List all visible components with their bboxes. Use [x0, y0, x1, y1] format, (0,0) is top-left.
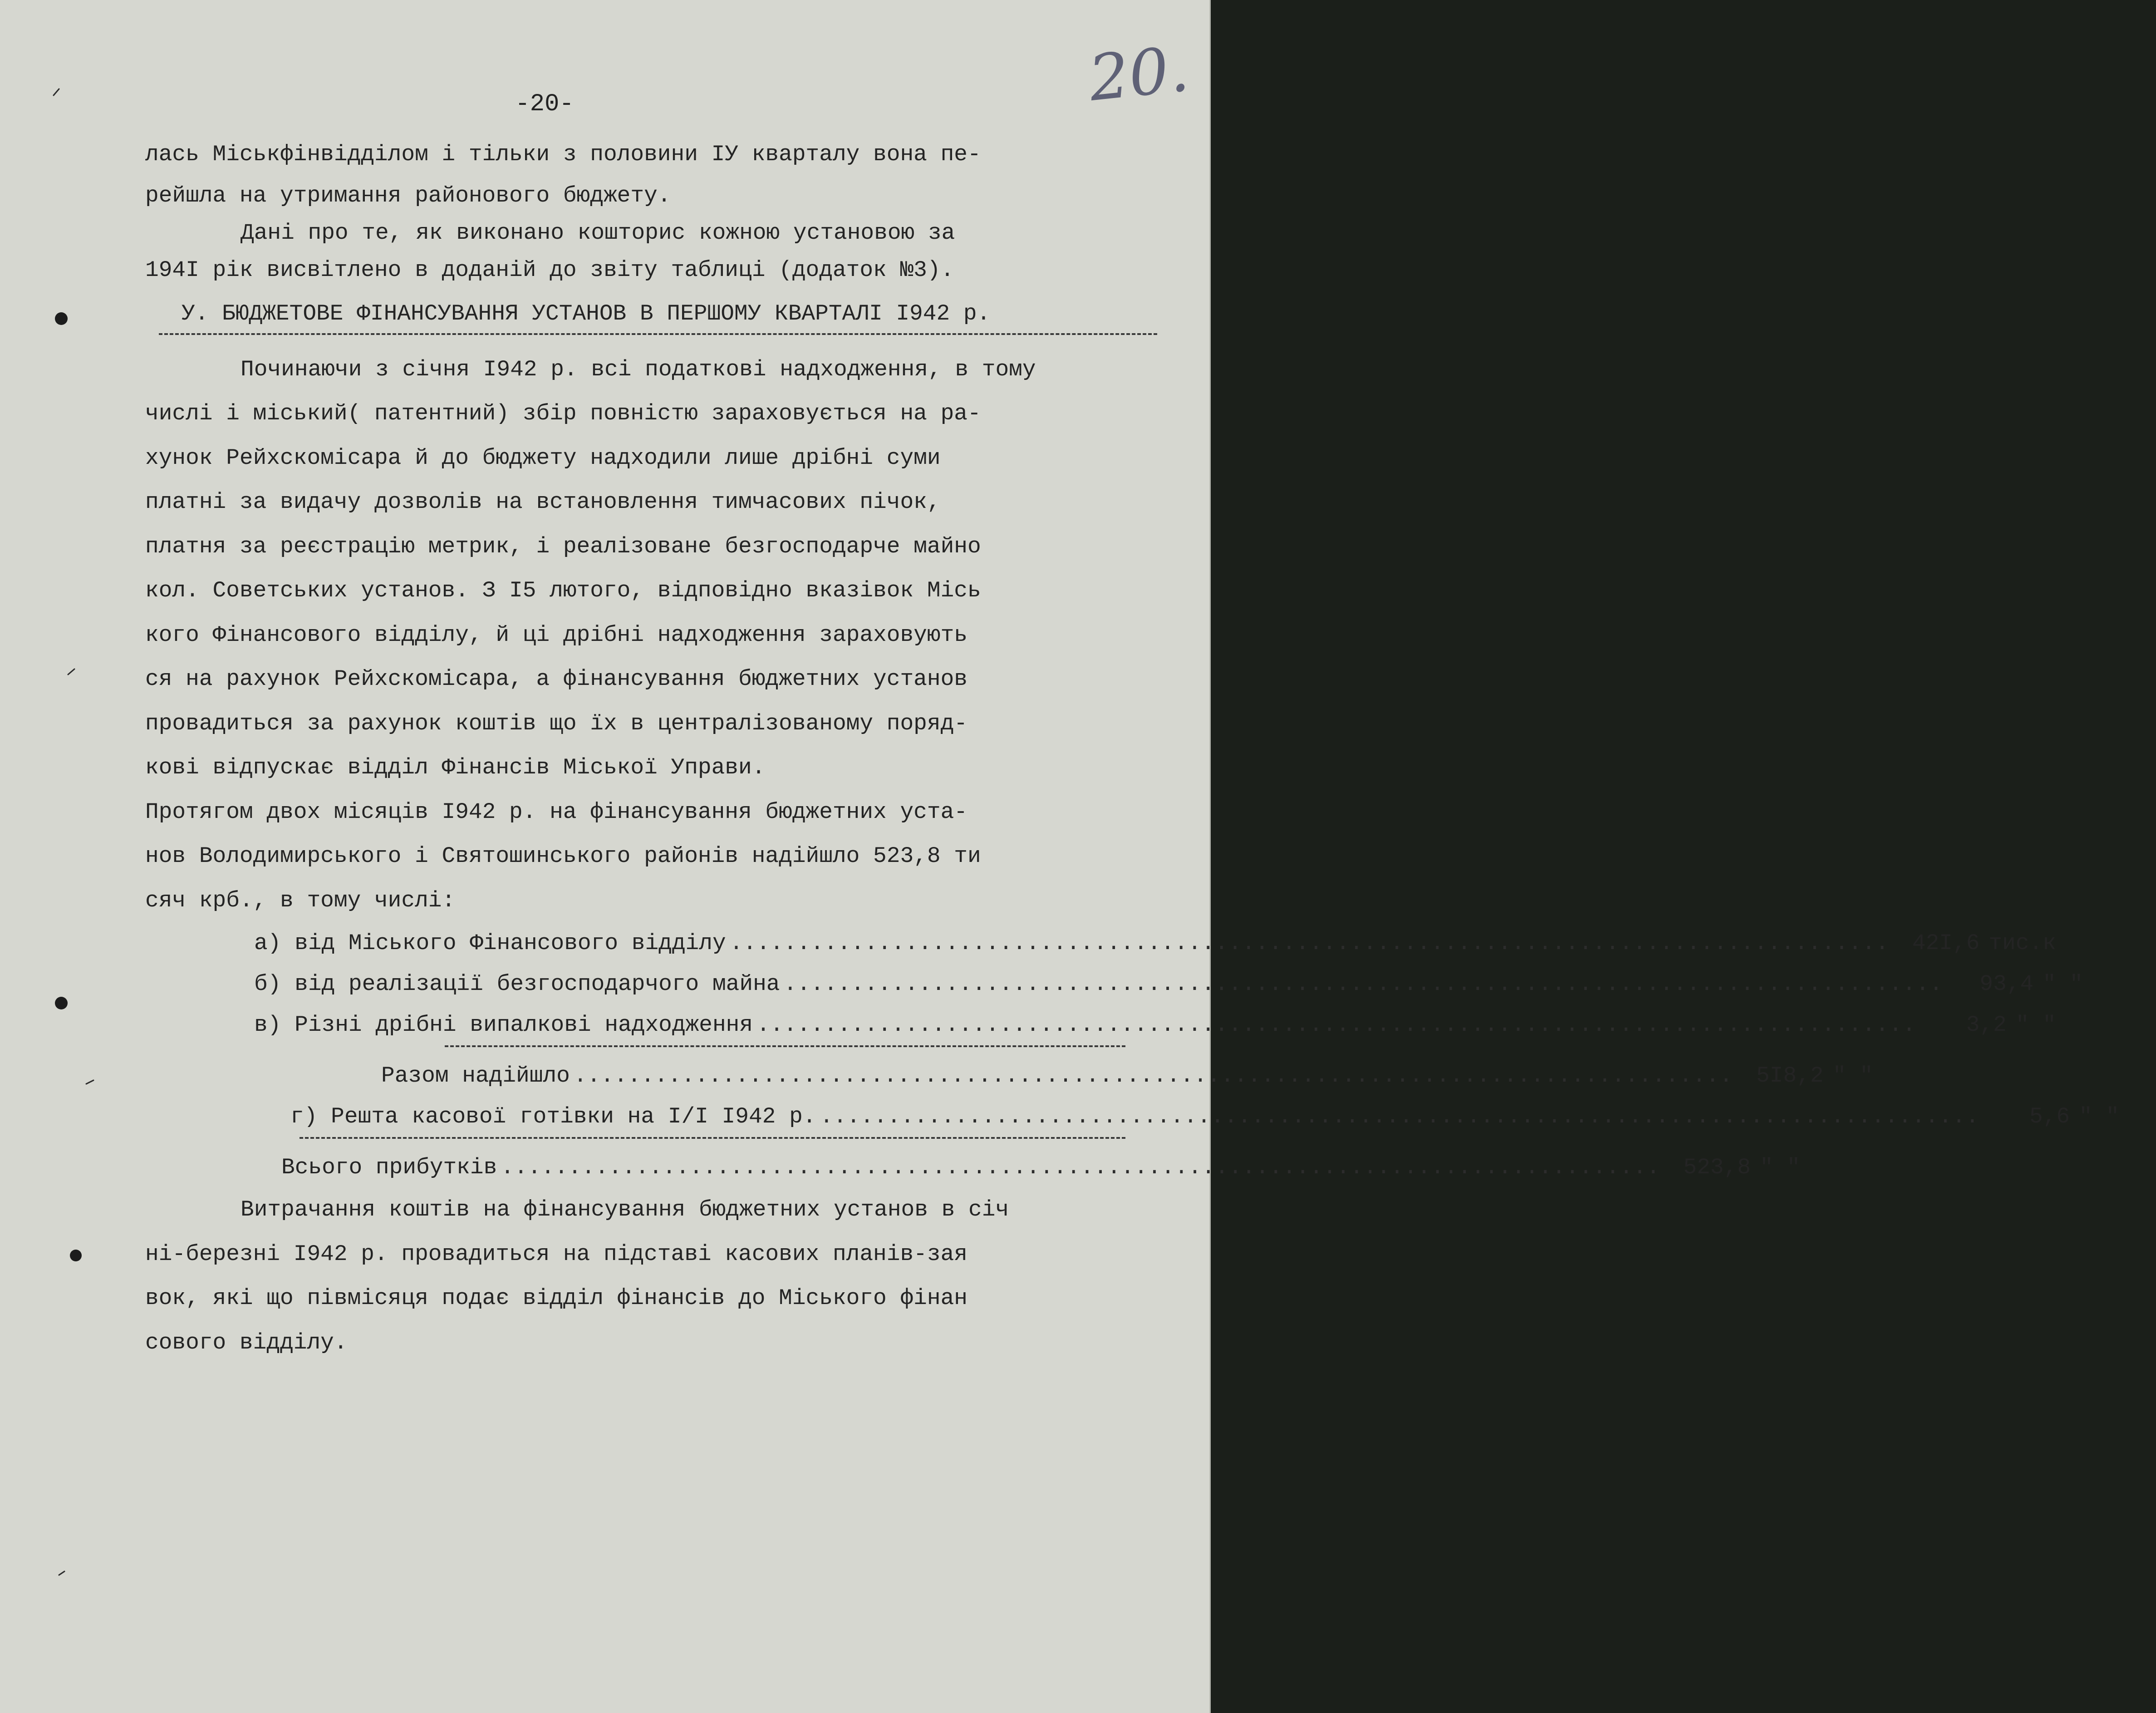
text-line: Дані про те, як виконано кошторис кожною установою за [241, 220, 955, 246]
heading-underline [159, 333, 1157, 335]
ledger-unit: " " [2015, 1012, 2056, 1038]
ledger-unit: " " [1759, 1155, 1801, 1180]
ledger-amount: 5,6 [2029, 1104, 2070, 1129]
ledger-label: в) Різні дрібні випалкові надходження [254, 1012, 753, 1038]
paragraph-line: хунок Рейхскомісара й до бюджету надходили лише дрібні суми [145, 445, 941, 471]
document-body [145, 133, 2120, 1365]
sum-rule [300, 1137, 1125, 1139]
ledger-row [254, 964, 2083, 1004]
ledger-amount: 93,4 [1979, 971, 2034, 997]
ledger-unit: " " [2079, 1104, 2120, 1129]
paragraph-line: провадиться за рахунок коштів що їх в централізованому поряд- [145, 710, 967, 736]
ledger-subtotal-row [381, 1055, 1873, 1096]
sum-rule [445, 1045, 1125, 1047]
ledger-row [254, 923, 2056, 964]
punch-hole [70, 1250, 82, 1261]
ledger-total-row [281, 1147, 1801, 1188]
paragraph-line: кол. Советських установ. З I5 лютого, відповідно вказівок Місь [145, 578, 981, 603]
paragraph-line: сового відділу. [145, 1329, 348, 1355]
ledger-amount: 42I,6 [1912, 930, 1980, 956]
paragraph-line: ся на рахунок Рейхскомісара, а фінансування бюджетних установ [145, 666, 967, 692]
ledger-amount: 523,8 [1683, 1155, 1751, 1180]
ledger-label: а) від Міського Фінансового відділу [254, 930, 726, 956]
dot-leader: ...................................................................................... [729, 930, 1889, 956]
paragraph-line: вок, які що півмісяця подає відділ фінансів до Міського фінан [145, 1285, 967, 1311]
ledger-amount: 5I8,2 [1756, 1063, 1824, 1088]
dot-leader: ...................................................................................... [501, 1155, 1660, 1180]
paragraph-line: нов Володимирського і Святошинського районів надійшло 523,8 ти [145, 843, 981, 869]
ledger-row [290, 1096, 2120, 1137]
ledger-row [254, 1004, 2056, 1045]
ledger-label: г) Решта касової готівки на I/I I942 р. [290, 1104, 816, 1129]
paragraph-line: кого Фінансового відділу, й ці дрібні надходження зараховують [145, 622, 967, 648]
page-number: -20- [515, 90, 574, 118]
section-heading: У. БЮДЖЕТОВЕ ФІНАНСУВАННЯ УСТАНОВ В ПЕРШОМУ КВАРТАЛІ I942 р. [182, 300, 991, 326]
text-line: 194I рік висвітлено в доданій до звіту таблиці (додаток №3). [145, 257, 954, 283]
paragraph-line: сяч крб., в тому числі: [145, 887, 456, 913]
punch-hole [55, 312, 68, 325]
ledger-label: Всього прибутків [281, 1155, 497, 1180]
pin-mark [54, 89, 93, 1575]
paragraph-line: числі і міський( патентний) збір повністю зараховується на ра- [145, 401, 981, 426]
text-line: рейшла на утримання районового бюджету. [145, 182, 671, 208]
dot-leader: ...................................................................................... [573, 1063, 1733, 1088]
paragraph-line: ні-березні I942 р. провадиться на підставі касових планів-зая [145, 1241, 967, 1267]
ledger-label: Разом надійшло [381, 1063, 570, 1088]
punch-hole [55, 997, 68, 1009]
handwritten-folio-number: 20. [1085, 32, 1193, 115]
paragraph-line: Починаючи з січня I942 р. всі податкові надходження, в тому [241, 356, 1036, 382]
ledger-amount: 3,2 [1966, 1012, 2007, 1038]
dot-leader: ...................................................................................... [756, 1012, 1916, 1038]
paragraph-line: платні за видачу дозволів на встановлення тимчасових пічок, [145, 489, 941, 515]
paragraph-line: Протягом двох місяців I942 р. на фінансування бюджетних уста- [145, 799, 967, 825]
text-line: лась Міськфінвідділом і тільки з половини ІУ кварталу вона пе- [145, 142, 981, 167]
paragraph-line: платня за реєстрацію метрик, і реалізоване безгосподарче майно [145, 533, 981, 559]
dot-leader: ...................................................................................... [820, 1104, 1979, 1129]
ledger-unit: тис.к [1989, 930, 2056, 956]
ledger-label: б) від реалізації безгосподарчого майна [254, 971, 780, 997]
dot-leader: ...................................................................................... [783, 971, 1943, 997]
paragraph-line: кові відпускає відділ Фінансів Міської Управи. [145, 755, 766, 780]
ledger-unit: " " [1832, 1063, 1873, 1088]
paragraph-line: Витрачання коштів на фінансування бюджетних установ в січ [241, 1197, 1009, 1222]
ledger-unit: " " [2043, 971, 2083, 997]
